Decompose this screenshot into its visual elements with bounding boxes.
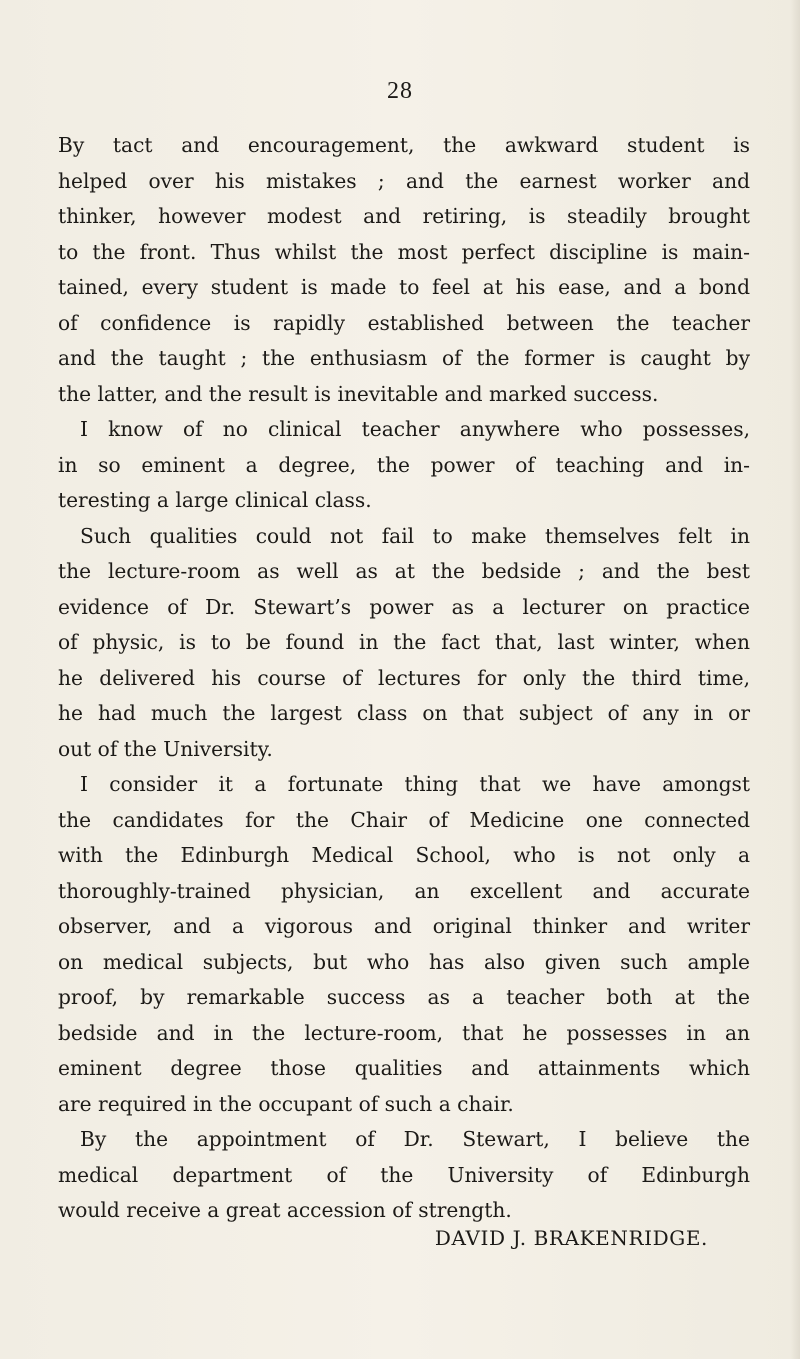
- text-line: with the Edinburgh Medical School, who is not only a: [58, 843, 750, 867]
- text-line: helped over his mistakes ; and the earnest worker and: [58, 168, 750, 193]
- text-line: bedside and in the lecture-room, that he possesses in an: [58, 1020, 750, 1045]
- text-line: out of the University.: [58, 736, 273, 761]
- text-line: would receive a great accession of strength.: [58, 1198, 512, 1222]
- text-line: he had much the largest class on that subject of any in or: [58, 701, 750, 725]
- text-line: proof, by remarkable success as a teacher both at the: [58, 985, 750, 1009]
- text-line: to the front. Thus whilst the most perfect discipline is main-: [58, 239, 750, 264]
- body-text: [58, 128, 750, 1229]
- page-edge-shadow: [790, 0, 800, 1359]
- text-line: evidence of Dr. Stewart’s power as a lecturer on practice: [58, 594, 750, 619]
- text-line: I know of no clinical teacher anywhere who possesses,: [80, 417, 750, 441]
- text-line: By the appointment of Dr. Stewart, I believe the: [80, 1127, 750, 1151]
- text-line: thoroughly-trained physician, an excellent and accurate: [58, 878, 750, 903]
- text-line: are required in the occupant of such a chair.: [58, 1091, 514, 1116]
- text-line: of physic, is to be found in the fact that, last winter, when: [58, 630, 750, 654]
- text-line: in so eminent a degree, the power of teaching and in-: [58, 452, 750, 477]
- text-line: the candidates for the Chair of Medicine one connected: [58, 807, 750, 832]
- text-line: the latter, and the result is inevitable and marked success.: [58, 381, 659, 406]
- page-number: 28: [387, 78, 413, 104]
- signature: DAVID J. BRAKENRIDGE.: [434, 1226, 708, 1250]
- text-line: the lecture-room as well as at the bedside ; and the best: [58, 559, 750, 583]
- text-line: teresting a large clinical class.: [58, 488, 372, 512]
- text-line: observer, and a vigorous and original thinker and writer: [58, 914, 750, 938]
- text-line: of confidence is rapidly established between the teacher: [58, 310, 750, 335]
- text-line: he delivered his course of lectures for only the third time,: [58, 665, 750, 690]
- text-line: eminent degree those qualities and attainments which: [58, 1056, 750, 1080]
- text-line: tained, every student is made to feel at his ease, and a bond: [58, 275, 750, 299]
- text-line: Such qualities could not fail to make themselves felt in: [80, 523, 750, 548]
- text-line: thinker, however modest and retiring, is steadily brought: [58, 204, 750, 228]
- text-line: on medical subjects, but who has also given such ample: [58, 949, 750, 974]
- text-line: and the taught ; the enthusiasm of the former is caught by: [58, 346, 750, 370]
- text-line: By tact and encouragement, the awkward student is: [58, 133, 750, 157]
- text-line: I consider it a fortunate thing that we have amongst: [80, 772, 750, 796]
- text-line: medical department of the University of Edinburgh: [58, 1162, 750, 1187]
